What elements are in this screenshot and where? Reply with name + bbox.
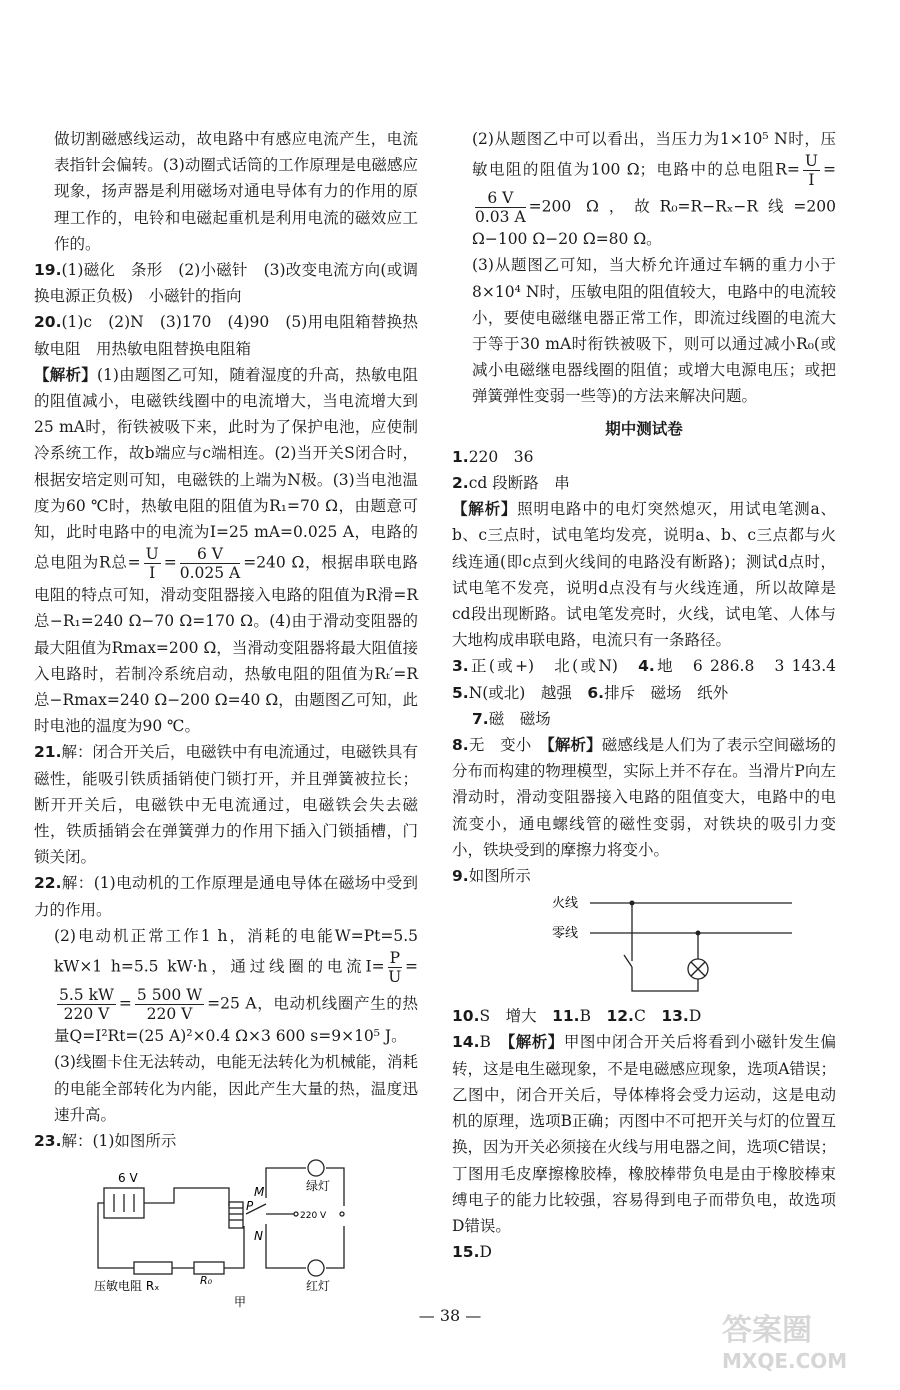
question-number: 10.	[452, 1007, 480, 1026]
explanation-text: 磁感线是人们为了表示空间磁场的分布而构建的物理模型，实际上并不存在。当滑片P向左滑动时，滑动变阻器接入电路的阻值变大，电路中的电流变小，通电螺线管的磁性变弱，对铁块的吸引力变小，铁块受到的摩擦力将变小。	[452, 736, 836, 859]
denominator: U	[388, 968, 402, 987]
explanation-text: =240 Ω，根据串联电路电阻的特点可知，滑动变阻器接入电路的阻值为R滑=R总−R₁=240 Ω−70 Ω=170 Ω。(4)由于滑动变阻器的最大阻值为Rmax=200 Ω，当滑动变阻器将最大阻值接入电路时，若制冷系统启动，热敏电阻的阻值为Rₜ′=R总−Rmax=240 Ω−200 Ω=40 Ω，由题图乙可知，此时电池的温度为90 ℃。	[34, 553, 418, 736]
watermark-logo	[712, 1304, 882, 1376]
answer-text: N(或北) 越强	[468, 683, 572, 702]
answer-23	[34, 1128, 418, 1154]
answer-23-part2	[452, 126, 836, 252]
analysis-tag: 【解析】	[452, 500, 518, 519]
watermark-bottom: MXQE.COM	[722, 1349, 848, 1373]
question-number: 6.	[587, 683, 605, 702]
answer-text: 解：(1)电动机的工作原理是通电导体在磁场中受到力的作用。	[34, 874, 418, 919]
answer-text: 220 36	[468, 447, 534, 466]
switch-icon	[624, 955, 632, 967]
answer-text: 解：(1)如图所示	[61, 1131, 177, 1150]
answer-15	[452, 1239, 836, 1265]
answer-text: 正(或+) 北(或N)	[468, 657, 618, 676]
answer-text: =25 A，电动机线圈产生的热量Q=I²Rt=(25 A)²×0.4 Ω×3 600 s=9×10⁵ J。	[54, 994, 418, 1046]
answers-10-13	[452, 1003, 836, 1029]
label-220v: 220 V	[300, 1211, 327, 1222]
answers-3-4	[452, 653, 836, 705]
answer-text: D	[688, 1007, 702, 1026]
denominator: I	[149, 564, 156, 583]
explanation-text: (1)由题图乙可知，随着湿度的升高，热敏电阻的阻值减小，电磁铁线圈中的电流增大，当电流增大到25 mA时，衔铁被吸下来，此时为了保护电池，应使制冷系统工作，故b端应与c端相连。(2)当开关S闭合时，根据安培定则可知，电磁铁的上端为N极。(3)当电池温度为60 ℃时，热敏电阻的阻值为R₁=70 Ω，由题意可知，此时电路中的电流为I=25 mA=0.025 A，电路的总电阻为R总=	[34, 365, 418, 572]
denominator: 0.03 A	[475, 208, 526, 227]
numerator: 5 500 W	[136, 986, 203, 1005]
answer-text: C	[633, 1007, 646, 1026]
household-circuit-diagram	[552, 891, 812, 1001]
analysis-tag: 【解析】	[546, 736, 602, 755]
numerator: U	[804, 152, 818, 171]
answer-22	[34, 870, 418, 922]
question-number: 13.	[661, 1007, 689, 1026]
continued-answer: 做切割磁感线运动，故电路中有感应电流产生，电流表指针会偏转。(3)动圈式话筒的工作原理是电磁感应现象，扬声器是利用磁场对通电导体有力的作用的原理工作的，电铃和电磁起重机是利用电流的磁效应工作的。	[54, 130, 418, 253]
label-zero-wire: 零线	[552, 926, 579, 942]
electromagnet-icon	[229, 1202, 243, 1228]
watermark-top: 答案圈	[722, 1313, 812, 1348]
explanation-text: 甲图中闭合开关后将看到小磁针发生偏转，这是电生磁现象，不是电磁感应现象，选项A错误；乙图中，闭合开关后，导体棒将会受力运动，这是电动机的原理，选项B正确；丙图中不可把开关与灯的位置互换，因为开关必须接在火线与用电器之间，选项C错误；丁图用毛皮摩擦橡胶棒，橡胶棒带负电是由于橡胶棒束缚电子的能力比较强，容易得到电子而带负电，故选项D错误。	[452, 1033, 836, 1235]
answer-22-part2	[34, 923, 418, 1049]
answer-text: 磁 磁场	[488, 709, 551, 728]
label-m: M	[254, 1185, 265, 1200]
question-number: 7.	[472, 709, 489, 728]
fraction	[475, 189, 526, 226]
label-n: N	[254, 1229, 263, 1244]
fraction	[388, 949, 402, 986]
answer-text: (1)磁化 条形 (2)小磁针 (3)改变电流方向(或调换电源正负极) 小磁针的指向	[34, 261, 418, 306]
answer-14	[452, 1029, 836, 1239]
fraction	[57, 986, 116, 1023]
question-number: 9.	[452, 867, 469, 886]
answer-text: 无 变小	[468, 736, 532, 755]
equals: =	[163, 553, 177, 572]
fraction	[144, 545, 161, 582]
answer-22-part3: (3)线圈卡住无法转动，电能无法转化为机械能，消耗的电能全部转化为内能，因此产生大量的热，温度迅速升高。	[54, 1053, 418, 1124]
question-number: 4.	[638, 657, 655, 676]
denominator: 220 V	[63, 1005, 110, 1024]
answer-text: 排斥 磁场 纸外	[604, 683, 729, 702]
equals: =	[118, 994, 132, 1013]
analysis-tag: 【解析】	[34, 365, 97, 384]
answer-text: B	[479, 1033, 491, 1052]
answer-text: (2)电动机正常工作1 h，消耗的电能W=Pt=5.5 kW×1 h=5.5 kW·h，通过线圈的电流I=	[54, 926, 418, 976]
denominator: 0.025 A	[179, 564, 241, 583]
question-number: 2.	[452, 474, 469, 493]
numerator: 6 V	[180, 545, 241, 564]
answer-text: 解：闭合开关后，电磁铁中有电流通过，电磁铁具有磁性，能吸引铁质插销使门锁打开，并且弹簧被拉长；断开开关后，电磁铁中无电流通过，电磁铁会失去磁性，铁质插销会在弹簧弹力的作用下插入门锁插槽，门锁关闭。	[34, 743, 418, 867]
question-number: 20.	[34, 313, 62, 332]
label-pressure-resistor: 压敏电阻 Rₓ	[94, 1279, 160, 1294]
equals: =	[405, 957, 418, 976]
numerator: 5.5 kW	[59, 986, 114, 1005]
answer-text: cd 段断路 串	[468, 474, 570, 493]
answer-text: (1)c (2)N (3)170 (4)90 (5)用电阻箱替换热敏电阻 用热敏电阻替换电阻箱	[34, 313, 418, 358]
analysis-tag: 【解析】	[507, 1033, 564, 1052]
numerator: 6 V	[475, 189, 526, 208]
explanation-20	[34, 362, 418, 740]
question-number: 1.	[452, 447, 469, 466]
answer-8	[452, 732, 836, 863]
answer-text: D	[479, 1243, 492, 1262]
fraction	[803, 152, 820, 189]
question-number: 14.	[452, 1033, 480, 1052]
question-number: 11.	[552, 1007, 580, 1026]
answer-text: 地 6 286.8 3 143.4	[654, 657, 836, 676]
explanation-text: 照明电路中的电灯突然熄灭，用试电笔测a、b、c三点时，试电笔均发亮，说明a、b、c三点都与火线连通(即c点到火线间的电路没有断路)；测试d点时，试电笔不发亮，说明d点没有与火线连通，所以故障是cd段出现断路。试电笔发亮时，火线，试电笔、人体与大地构成串联电路，电流只有一条路径。	[452, 500, 836, 650]
label-red-lamp: 红灯	[306, 1279, 331, 1294]
question-number: 8.	[452, 736, 469, 755]
label-p: P	[246, 1199, 254, 1214]
relay-circuit-diagram	[94, 1158, 394, 1308]
numerator: P	[389, 949, 400, 968]
green-lamp-icon	[308, 1160, 324, 1176]
question-number: 22.	[34, 874, 62, 893]
explanation-2	[452, 496, 836, 653]
answer-9	[452, 863, 836, 889]
question-number: 19.	[34, 261, 62, 280]
answer-23-part3: (3)从题图乙可知，当大桥允许通过车辆的重力小于8×10⁴ N时，压敏电阻的阻值较大，电路中的电流较小，要使电磁继电器正常工作，即流过线圈的电流大于等于30 mA时衔铁被吸下，则可以通过减小R₀(或减小电磁继电器线圈的阻值；或增大电源电压；或把弹簧弹性变弱一些等)的方法来解决问题。	[472, 256, 836, 406]
answer-text: (2)从题图乙中可以看出，当压力为1×10⁵ N时，压敏电阻的阻值为100 Ω；电路中的总电阻R=	[472, 130, 836, 179]
figure-caption: 甲	[234, 1295, 247, 1309]
denominator: 220 V	[146, 1005, 193, 1024]
answer-19	[34, 257, 418, 309]
question-number: 12.	[606, 1007, 634, 1026]
pressure-resistor-icon	[134, 1262, 172, 1274]
page-number: — 38 —	[418, 1306, 482, 1325]
answer-text: =200 Ω，故R₀=R−Rₓ−R线=200 Ω−100 Ω−20 Ω=80 Ω。	[472, 197, 836, 249]
answer-text: B	[579, 1007, 591, 1026]
question-number: 5.	[452, 683, 469, 702]
equals: =	[823, 160, 836, 179]
answer-2	[452, 470, 836, 496]
question-number: 23.	[34, 1131, 62, 1150]
question-number: 3.	[452, 657, 469, 676]
answer-7	[452, 706, 836, 732]
left-column	[34, 126, 418, 1308]
right-column	[452, 126, 836, 1265]
answer-text: S 增大	[479, 1007, 537, 1026]
label-r0: R₀	[200, 1274, 213, 1288]
r0-resistor-icon	[194, 1262, 224, 1274]
answer-21	[34, 739, 418, 870]
question-number: 15.	[452, 1243, 480, 1262]
question-number: 21.	[34, 743, 62, 762]
answer-20	[34, 309, 418, 361]
label-6v: 6 V	[118, 1171, 138, 1186]
fraction	[135, 986, 204, 1023]
answer-text: 如图所示	[468, 867, 531, 886]
section-title: 期中测试卷	[605, 419, 683, 438]
denominator: I	[808, 171, 815, 190]
red-lamp-icon	[308, 1260, 324, 1276]
numerator: U	[145, 545, 159, 564]
label-fire-wire: 火线	[552, 896, 579, 912]
answer-1	[452, 444, 836, 470]
fraction	[180, 545, 241, 582]
label-green-lamp: 绿灯	[306, 1179, 331, 1194]
